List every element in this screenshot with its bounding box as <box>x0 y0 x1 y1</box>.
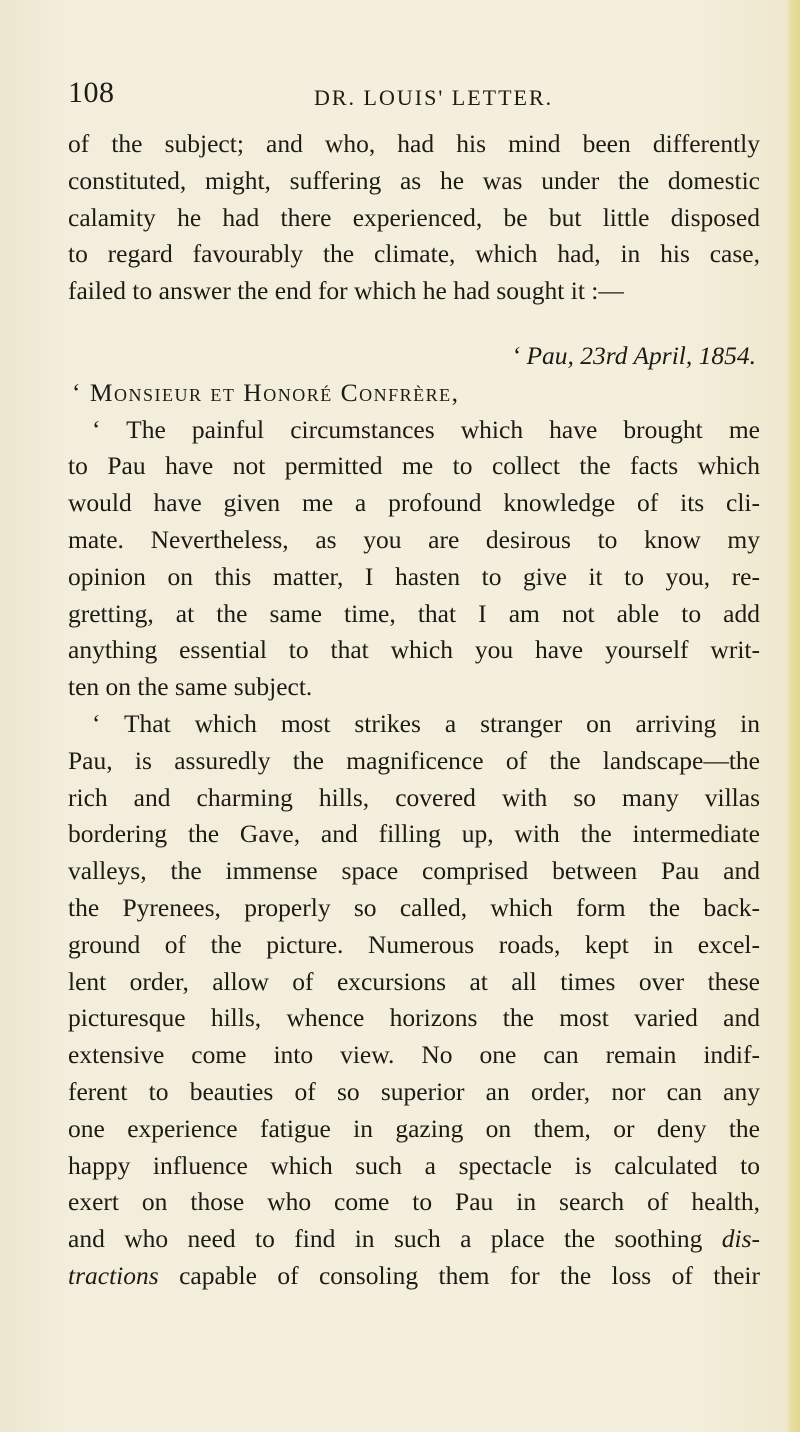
text-segment: and who need to find in such a place the soothing <box>68 1224 703 1254</box>
text-line: one experience fatigue in gazing on them, or deny the <box>68 1113 760 1143</box>
text-line: valleys, the immense space comprised between Pau and <box>68 856 760 886</box>
text-line: failed to answer the end for which he had sought it :— <box>68 276 624 306</box>
text-line: opinion on this matter, I hasten to give it to you, re- <box>68 561 760 591</box>
text-line: ten on the same subject. <box>68 672 313 702</box>
text-line: rich and charming hills, covered with so many villas <box>68 782 760 812</box>
text-line: ‘ That which most strikes a stranger on arriving in <box>92 708 760 738</box>
page-number: 108 <box>68 76 115 109</box>
text-line: ‘ The painful circumstances which have brought me <box>92 414 760 444</box>
text-line: bordering the Gave, and filling up, with the intermediate <box>68 819 760 849</box>
text-line: mate. Nevertheless, as you are desirous to know my <box>68 524 760 554</box>
page-edge <box>786 0 800 1432</box>
text-line: picturesque hills, whence horizons the most varied and <box>68 1003 760 1033</box>
text-line: calamity he had there experienced, be but little disposed <box>68 202 760 232</box>
letter-dateline: ‘ Pau, 23rd April, 1854. <box>511 340 756 370</box>
text-line: of the subject; and who, had his mind been differently <box>68 129 760 158</box>
page-header <box>68 76 758 116</box>
text-line: anything essential to that which you have yourself writ- <box>68 635 760 665</box>
text-line-with-italic <box>68 1221 760 1258</box>
text-line: exert on those who come to Pau in search of health, <box>68 1187 760 1217</box>
text-line: ferent to beauties of so superior an order, nor can any <box>68 1076 760 1106</box>
text-line: lent order, allow of excursions at all times over these <box>68 966 760 996</box>
text-line: ground of the picture. Numerous roads, kept in excel- <box>68 929 760 959</box>
running-head: DR. LOUIS' LETTER. <box>314 85 554 110</box>
text-line: would have given me a profound knowledge of its cli- <box>68 488 760 518</box>
text-line: gretting, at the same time, that I am not able to add <box>68 598 760 628</box>
text-line: constituted, might, suffering as he was under the domestic <box>68 165 760 195</box>
spacer <box>68 310 760 338</box>
italic-word: dis- <box>721 1224 760 1254</box>
text-line: happy influence which such a spectacle is calculated to <box>68 1150 760 1180</box>
text-line: to regard favourably the climate, which had, in his case, <box>68 239 760 269</box>
text-line: Pau, is assuredly the magnificence of the landscape—the <box>68 745 760 775</box>
text-line-with-italic <box>68 1258 760 1295</box>
text-line: the Pyrenees, properly so called, which form the back- <box>68 892 760 922</box>
body-text <box>68 126 760 1295</box>
text-line: to Pau have not permitted me to collect the facts which <box>68 451 760 481</box>
italic-word: tractions <box>68 1260 159 1290</box>
text-segment: capable of consoling them for the loss of their <box>158 1260 760 1290</box>
text-line: extensive come into view. No one can remain indif- <box>68 1040 760 1070</box>
letter-salutation: ‘ Monsieur et Honoré Confrère, <box>72 377 460 407</box>
